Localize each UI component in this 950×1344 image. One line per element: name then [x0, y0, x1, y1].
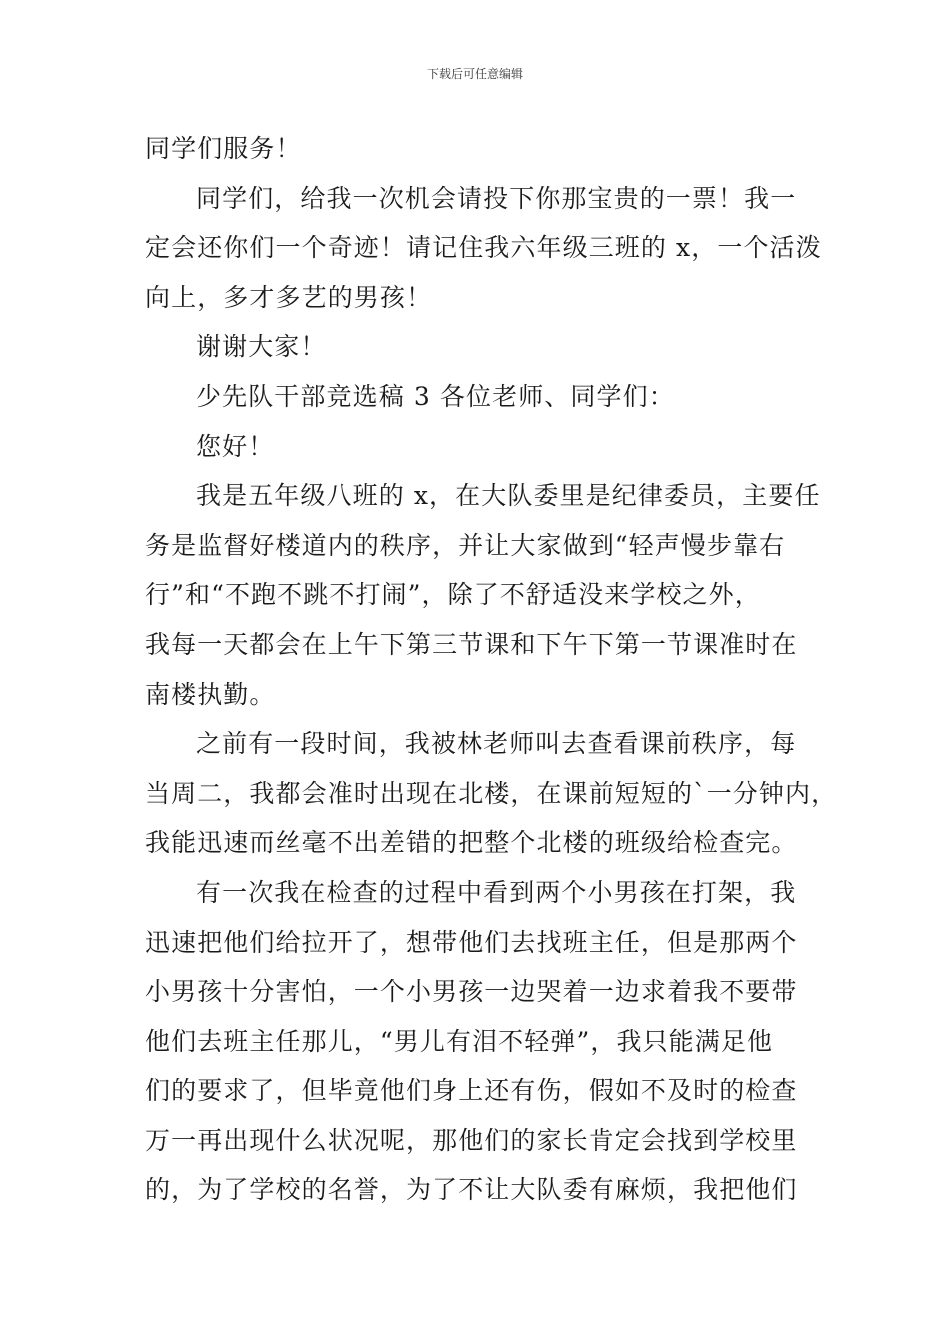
text-line: 我是五年级八班的 x，在大队委里是纪律委员，主要任 [196, 481, 821, 511]
document-body [145, 124, 838, 1215]
text-line: 们的要求了，但毕竟他们身上还有伤，假如不及时的检查 [145, 1076, 798, 1106]
text-line: 迅速把他们给拉开了，想带他们去找班主任，但是那两个 [145, 927, 798, 957]
text-line: 我每一天都会在上午下第三节课和下午下第一节课准时在 [145, 629, 798, 659]
text-line: 定会还你们一个奇迹！请记住我六年级三班的 x，一个活泼 [145, 233, 822, 263]
text-line: 南楼执勤。 [145, 679, 276, 709]
text-line: 少先队干部竞选稿 3 各位老师、同学们： [196, 381, 675, 411]
text-line: 的，为了学校的名誉，为了不让大队委有麻烦，我把他们 [145, 1175, 798, 1205]
text-line: 万一再出现什么状况呢，那他们的家长肯定会找到学校里 [145, 1125, 798, 1155]
text-line: 务是监督好楼道内的秩序，并让大家做到“轻声慢步靠右 [145, 530, 786, 560]
text-line: 我能迅速而丝毫不出差错的把整个北楼的班级给检查完。 [145, 828, 798, 858]
text-line: 谢谢大家！ [196, 332, 327, 362]
text-line: 有一次我在检查的过程中看到两个小男孩在打架，我 [196, 877, 797, 907]
text-line: 小男孩十分害怕，一个小男孩一边哭着一边求着我不要带 [145, 977, 798, 1007]
text-line: 同学们服务！ [145, 134, 302, 163]
text-line: 同学们，给我一次机会请投下你那宝贵的一票！我一 [196, 183, 797, 213]
page-header: 下载后可任意编辑 [426, 67, 523, 81]
text-line: 当周二，我都会准时出现在北楼，在课前短短的`一分钟内， [145, 778, 838, 808]
text-line: 他们去班主任那儿，“男儿有泪不轻弹”，我只能满足他 [145, 1026, 774, 1056]
text-line: 向上，多才多艺的男孩！ [145, 282, 433, 312]
text-line: 之前有一段时间，我被林老师叫去查看课前秩序，每 [196, 729, 797, 759]
text-line: 行”和“不跑不跳不打闹”，除了不舒适没来学校之外， [145, 580, 761, 610]
text-line: 您好！ [196, 431, 275, 461]
